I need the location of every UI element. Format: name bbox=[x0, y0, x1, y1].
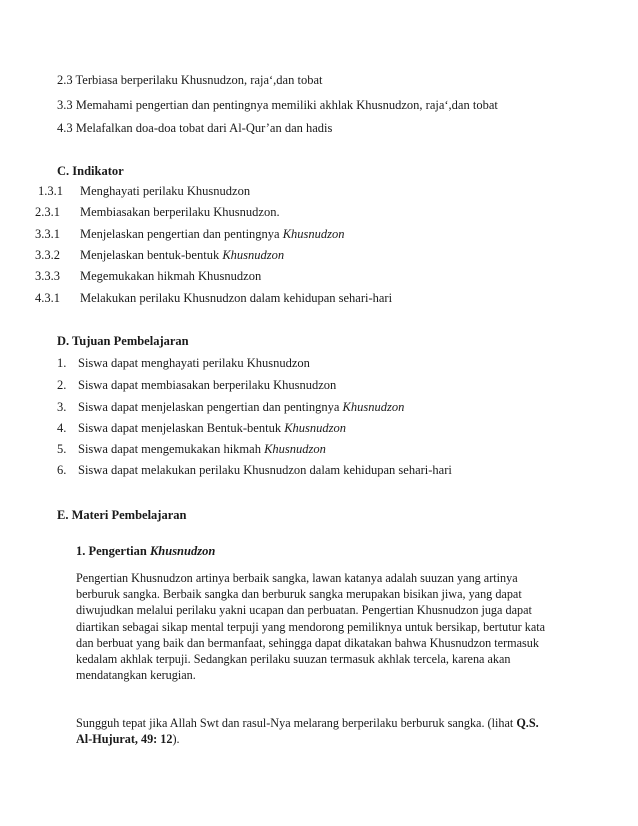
indicator-number: 3.3.3 bbox=[35, 269, 60, 283]
indicator-number: 2.3.1 bbox=[35, 205, 60, 219]
indicator-text: Menjelaskan pengertian dan pentingnya Khusnudzon bbox=[80, 227, 345, 241]
objective-number: 2. bbox=[57, 378, 67, 392]
objective-number: 6. bbox=[57, 463, 67, 477]
paragraph-line: Sungguh tepat jika Allah Swt dan rasul-Nya melarang berperilaku berburuk sangka. (lihat Q.S. bbox=[76, 716, 539, 730]
objective-text: Siswa dapat menjelaskan pengertian dan pentingnya Khusnudzon bbox=[78, 400, 405, 414]
objective-number: 5. bbox=[57, 442, 67, 456]
paragraph-line: Pengertian Khusnudzon artinya berbaik sangka, lawan katanya adalah suuzan yang artinya bbox=[76, 571, 518, 585]
objective-text: Siswa dapat menjelaskan Bentuk-bentuk Khusnudzon bbox=[78, 421, 347, 435]
indicator-number: 3.3.1 bbox=[35, 227, 60, 241]
indicator-number: 3.3.2 bbox=[35, 248, 60, 262]
paragraph-line: dan berbuat yang baik dan bermanfaat, sehingga dapat dikatakan bahwa Khusnudzon termasuk bbox=[76, 635, 539, 650]
section-c-title: C. Indikator bbox=[57, 164, 124, 178]
paragraph-line: mendatangkan kerugian. bbox=[76, 668, 196, 683]
paragraph-quote bbox=[76, 715, 566, 747]
objective-number: 4. bbox=[57, 421, 67, 435]
paragraph-line: diartikan sebagai sikap mental terpuji yang mendorong pemiliknya untuk bersikap, bertutur kata bbox=[76, 619, 546, 634]
section-d-title: D. Tujuan Pembelajaran bbox=[57, 334, 189, 348]
objective-number: 3. bbox=[57, 400, 67, 414]
indicator-text: Menghayati perilaku Khusnudzon bbox=[80, 184, 251, 198]
paragraph-line: diwujudkan melalui perilaku yakni ucapan dan perbuatan. Pengertian Khusnudzon juga dapat bbox=[76, 603, 532, 618]
objective-text: Siswa dapat membiasakan berperilaku Khusnudzon bbox=[78, 378, 337, 392]
paragraph-line: Al-Hujurat, 49: 12). bbox=[76, 732, 180, 747]
objective-text: Siswa dapat melakukan perilaku Khusnudzon dalam kehidupan sehari-hari bbox=[78, 463, 452, 477]
top-item: 4.3 Melafalkan doa-doa tobat dari Al-Qur’an dan hadis bbox=[57, 121, 333, 135]
indicator-number: 4.3.1 bbox=[35, 291, 60, 305]
paragraph-line: kedalam akhlak terpuji. Sedangkan perilaku suuzan termasuk akhlak tercela, karena akan bbox=[76, 652, 511, 667]
indicator-text: Megemukakan hikmah Khusnudzon bbox=[80, 269, 262, 283]
indicator-text: Melakukan perilaku Khusnudzon dalam kehidupan sehari-hari bbox=[80, 291, 393, 305]
objective-number: 1. bbox=[57, 356, 67, 370]
subheading-pengertian: 1. Pengertian Khusnudzon bbox=[76, 544, 216, 558]
objective-text: Siswa dapat menghayati perilaku Khusnudzon bbox=[78, 356, 310, 370]
indicator-text: Menjelaskan bentuk-bentuk Khusnudzon bbox=[80, 248, 285, 262]
indicator-number: 1.3.1 bbox=[38, 184, 63, 198]
section-e-title: E. Materi Pembelajaran bbox=[57, 508, 187, 522]
paragraph-definition bbox=[76, 570, 566, 683]
objective-text: Siswa dapat mengemukakan hikmah Khusnudzon bbox=[78, 442, 326, 456]
indicator-text: Membiasakan berperilaku Khusnudzon. bbox=[80, 205, 280, 219]
top-item: 3.3 Memahami pengertian dan pentingnya memiliki akhlak Khusnudzon, raja‘,dan tobat bbox=[57, 98, 498, 112]
top-item: 2.3 Terbiasa berperilaku Khusnudzon, raja‘,dan tobat bbox=[57, 73, 323, 87]
paragraph-line: berburuk sangka. Berbaik sangka dan berburuk sangka merupakan bisikan jiwa, yang dapat bbox=[76, 587, 522, 602]
